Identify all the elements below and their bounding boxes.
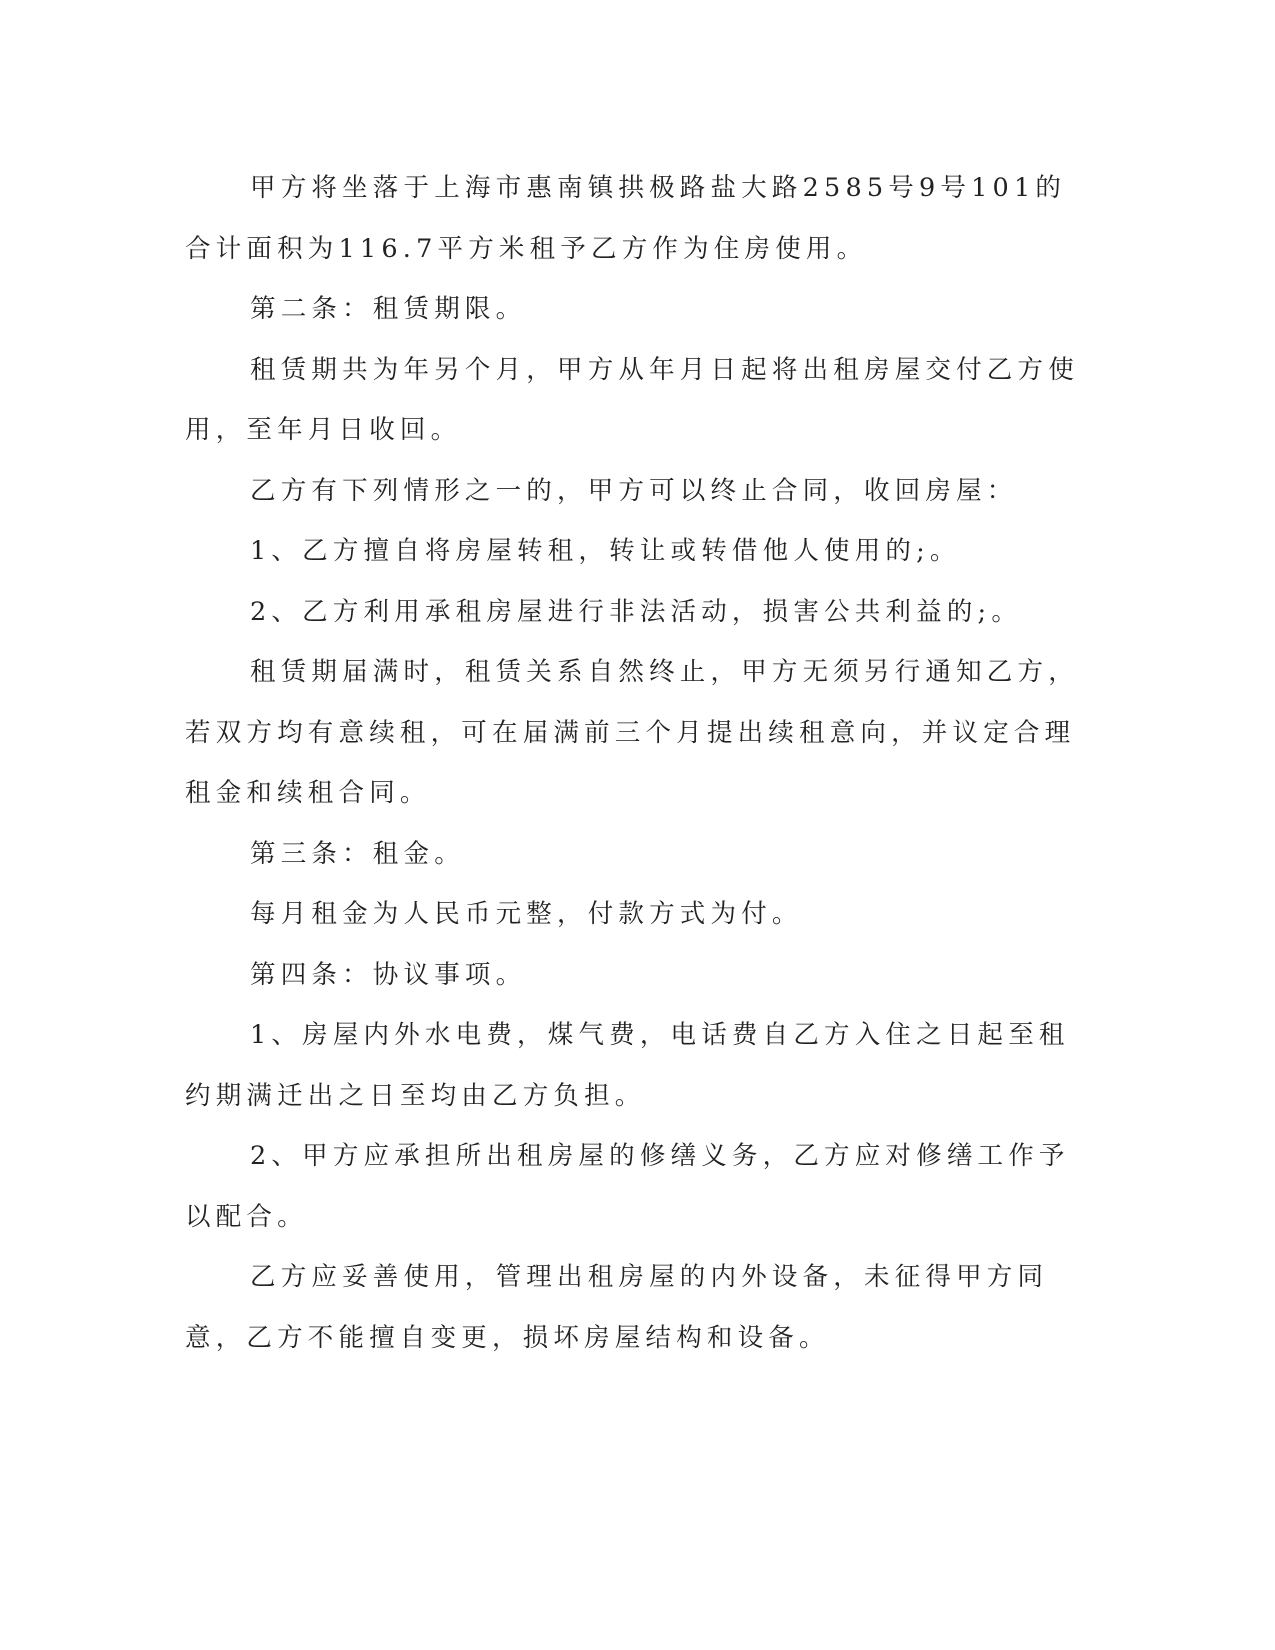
paragraph-condition-1: 1、乙方擅自将房屋转租，转让或转借他人使用的;。 [250, 536, 961, 566]
paragraph-rent: 每月租金为人民币元整，付款方式为付。 [250, 899, 803, 929]
paragraph-condition-2: 2、乙方利用承租房屋进行非法活动，损害公共利益的;。 [250, 596, 1023, 627]
paragraph-expiry-renewal: 租赁期届满时，租赁关系自然终止，甲方无须另行通知乙方，若双方均有意续租，可在届满前三个月提出续租意向，并议定合理租金和续租合同。 [185, 657, 1079, 808]
paragraph-termination-conditions: 乙方有下列情形之一的，甲方可以终止合同，收回房屋： [250, 475, 1018, 506]
paragraph-equipment-care: 乙方应妥善使用，管理出租房屋的内外设备，未征得甲方同意，乙方不能擅自变更，损坏房屋结构和设备。 [185, 1262, 1049, 1353]
paragraph-repairs: 2、甲方应承担所出租房屋的修缮义务，乙方应对修缮工作予以配合。 [185, 1141, 1070, 1232]
paragraph-article-4-heading: 第四条：协议事项。 [250, 959, 527, 990]
paragraph-premises: 甲方将坐落于上海市惠南镇拱极路盐大路2585号9号101的合计面积为116.7平方米租予乙方作为住房使用。 [185, 173, 1067, 264]
paragraph-article-2-heading: 第二条：租赁期限。 [250, 294, 527, 324]
paragraph-lease-term: 租赁期共为年另个月，甲方从年月日起将出租房屋交付乙方使用，至年月日收回。 [185, 354, 1079, 445]
paragraph-article-3-heading: 第三条：租金。 [250, 838, 465, 869]
document-body [185, 158, 1085, 1368]
paragraph-utilities: 1、房屋内外水电费，煤气费，电话费自乙方入住之日起至租约期满迁出之日至均由乙方负担。 [185, 1020, 1070, 1111]
